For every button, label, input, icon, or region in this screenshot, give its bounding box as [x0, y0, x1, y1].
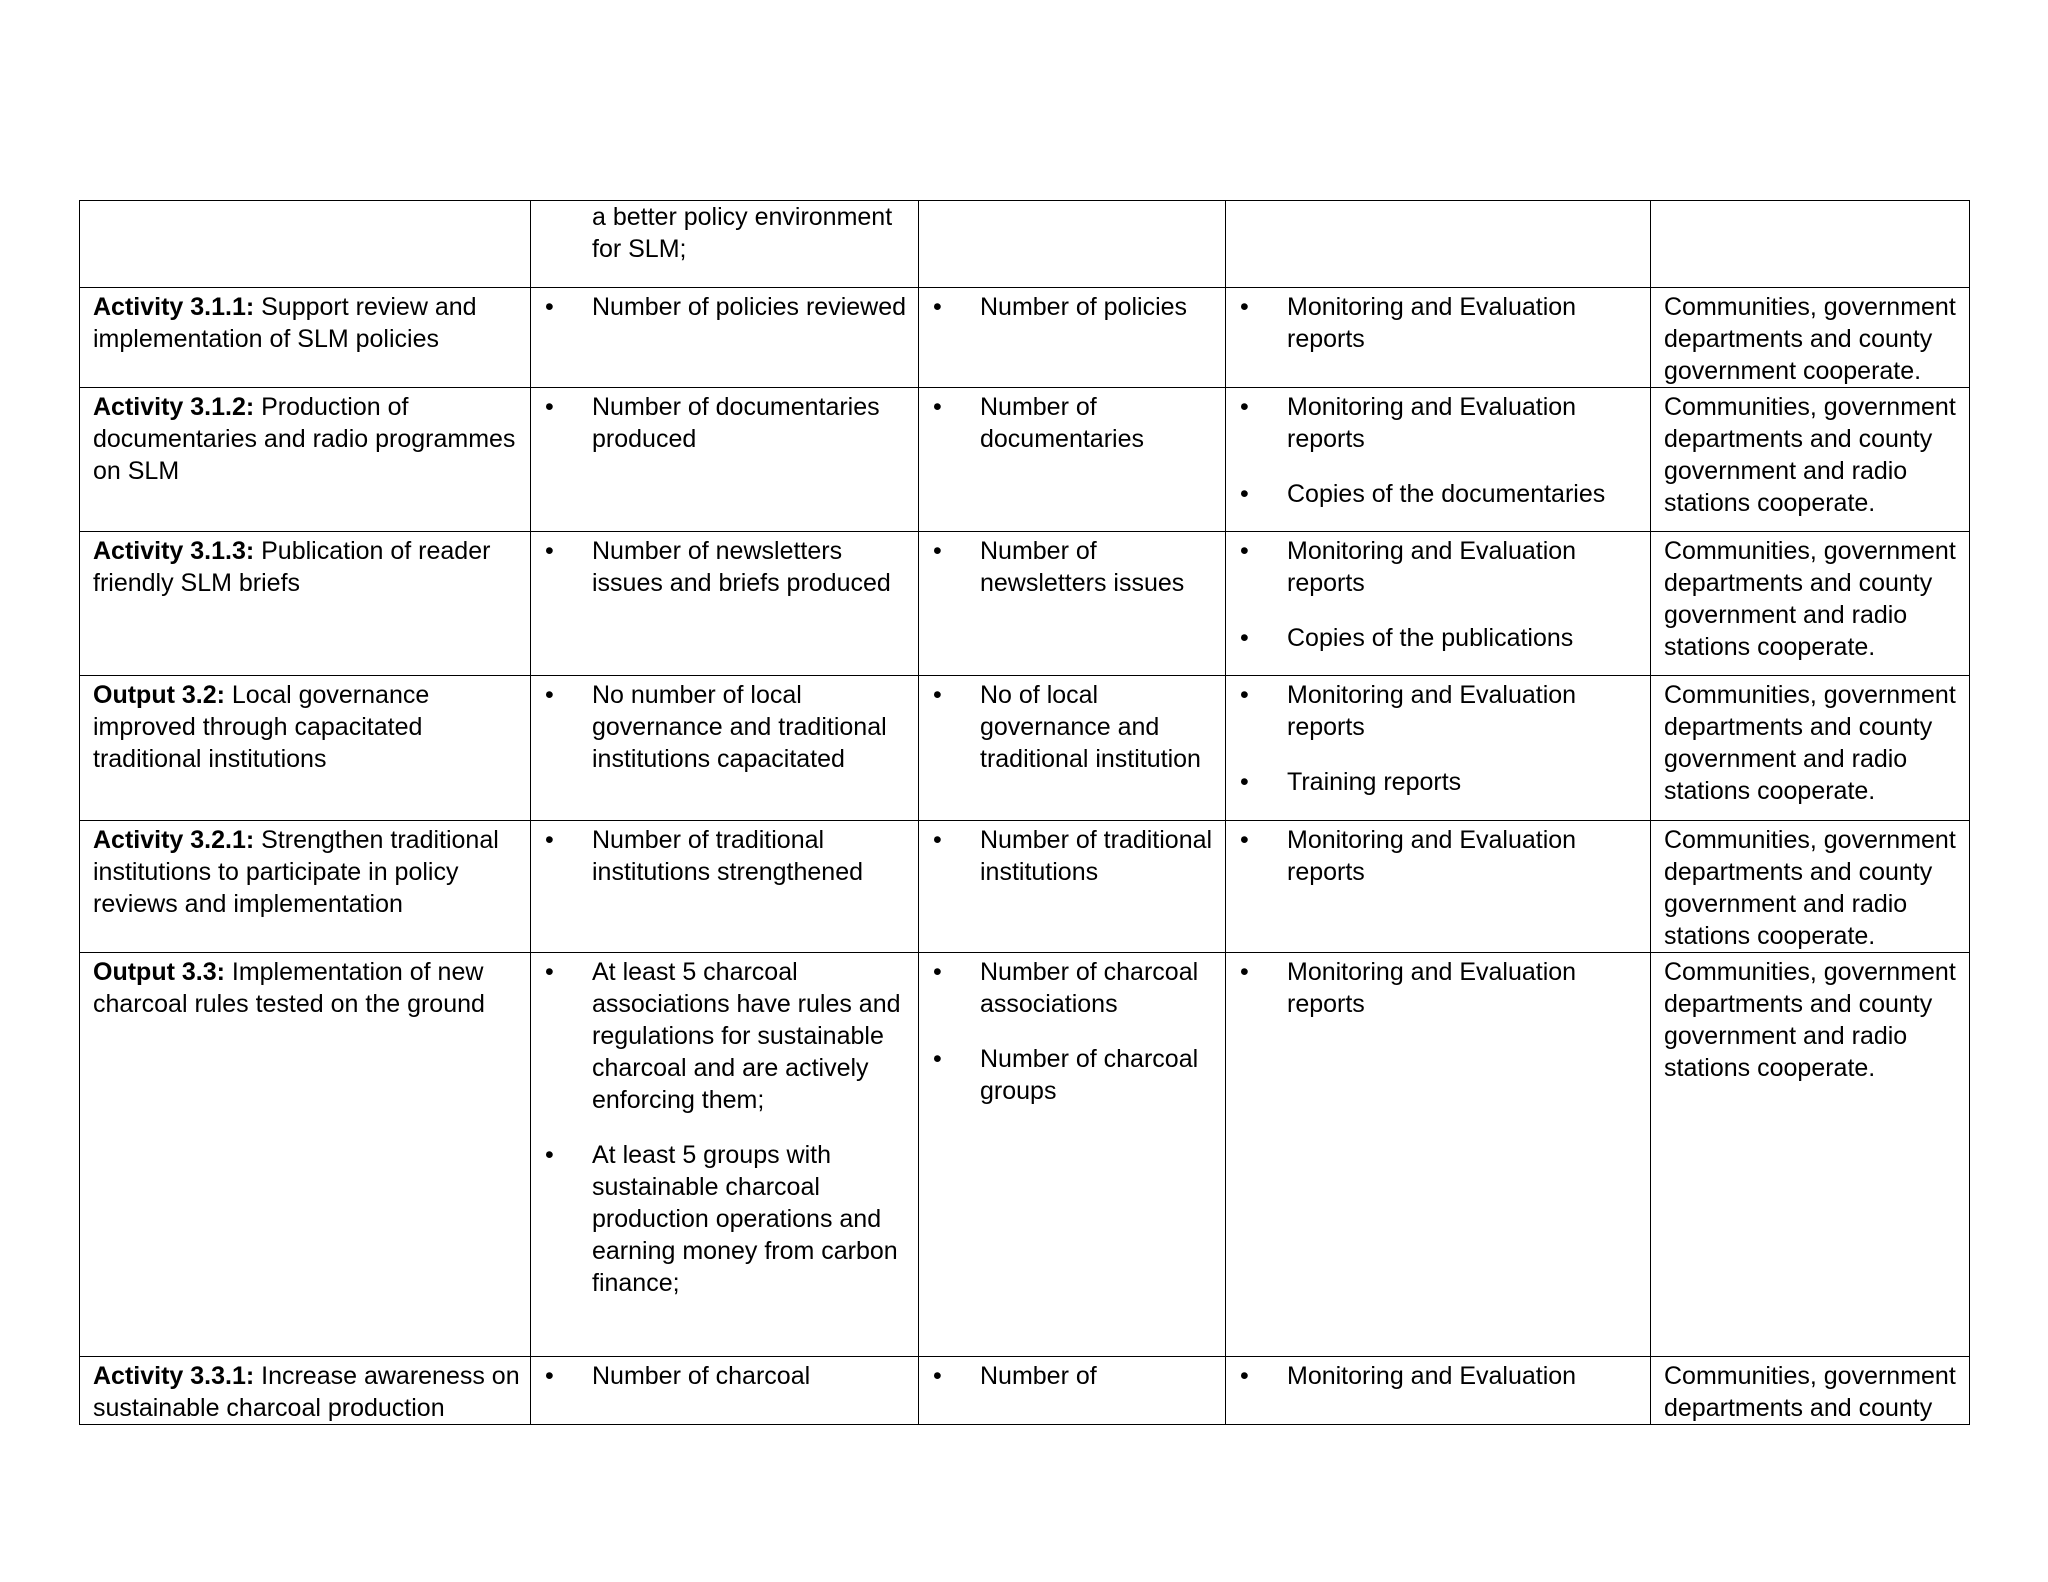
verification-item: • Monitoring and Evaluation reports	[1226, 291, 1640, 355]
verification-cell	[1226, 288, 1651, 388]
table-row	[80, 388, 1970, 532]
verification-item: • Monitoring and Evaluation reports	[1226, 824, 1640, 888]
assumption-line: government and radio	[1664, 601, 1908, 629]
assumption-line: departments and county	[1664, 1394, 1933, 1422]
table-row	[80, 953, 1970, 1357]
assumption-line: government and radio	[1664, 745, 1908, 773]
activity-description: Production of documentaries and radio programmes on SLM	[93, 393, 516, 485]
target-item: • Number of documentaries	[919, 391, 1215, 455]
assumption-line: stations cooperate.	[1664, 922, 1876, 950]
target-cell	[919, 821, 1226, 953]
assumption-line: Communities, government	[1664, 958, 1956, 986]
activity-label: Output 3.2:	[93, 681, 225, 709]
verification-list	[1226, 676, 1650, 798]
verification-list	[1226, 388, 1650, 510]
activity-cell-empty	[80, 201, 531, 288]
verification-cell	[1226, 1357, 1651, 1425]
indicator-list	[531, 1357, 918, 1392]
indicator-cell	[531, 388, 919, 532]
activity-description: Publication of reader friendly SLM briefs	[93, 537, 491, 597]
assumption-line: stations cooperate.	[1664, 633, 1876, 661]
target-item: • No of local governance and traditional institution	[919, 679, 1215, 775]
assumption-line: Communities, government	[1664, 393, 1956, 421]
verification-item: • Monitoring and Evaluation reports	[1226, 391, 1640, 455]
indicator-cell	[531, 532, 919, 676]
verification-cell	[1226, 532, 1651, 676]
indicator-list	[531, 953, 918, 1299]
assumption-line: stations cooperate.	[1664, 777, 1876, 805]
target-item: • Number of traditional institutions	[919, 824, 1215, 888]
indicator-item: • At least 5 groups with sustainable charcoal production operations and earning money from carbon finance;	[531, 1139, 908, 1299]
table-row	[80, 1357, 1970, 1425]
table-row	[80, 821, 1970, 953]
target-item: • Number of newsletters issues	[919, 535, 1215, 599]
activity-description: Strengthen traditional institutions to participate in policy reviews and implementation	[93, 826, 499, 918]
indicator-list	[531, 821, 918, 888]
target-list	[919, 953, 1225, 1107]
indicator-list	[531, 676, 918, 775]
table-row	[80, 532, 1970, 676]
indicator-continuation-text: a better policy environment for SLM;	[592, 203, 893, 263]
target-cell	[919, 388, 1226, 532]
assumption-cell	[1651, 1357, 1970, 1425]
activity-description: Implementation of new charcoal rules tested on the ground	[93, 958, 485, 1018]
indicator-continuation-cell	[531, 201, 919, 288]
activity-label: Activity 3.2.1:	[93, 826, 255, 854]
verification-item: • Monitoring and Evaluation reports	[1226, 535, 1640, 599]
assumption-line: departments and county	[1664, 858, 1933, 886]
target-cell	[919, 288, 1226, 388]
verification-cell	[1226, 821, 1651, 953]
activity-label: Activity 3.3.1:	[93, 1362, 255, 1390]
target-list	[919, 676, 1225, 775]
target-item: • Number of policies	[919, 291, 1215, 323]
target-list	[919, 821, 1225, 888]
assumption-line: departments and county	[1664, 425, 1933, 453]
verification-item: • Copies of the publications	[1226, 622, 1640, 654]
assumption-cell	[1651, 288, 1970, 388]
target-list	[919, 1357, 1225, 1392]
assumption-line: Communities, government	[1664, 1362, 1956, 1390]
assumption-line: Communities, government	[1664, 537, 1956, 565]
assumption-line: government cooperate.	[1664, 357, 1922, 385]
indicator-item: • No number of local governance and traditional institutions capacitated	[531, 679, 908, 775]
activity-label: Activity 3.1.2:	[93, 393, 255, 421]
indicator-cell	[531, 676, 919, 821]
indicator-item: • Number of policies reviewed	[531, 291, 908, 323]
activity-label: Activity 3.1.1:	[93, 293, 255, 321]
activity-description: Increase awareness on sustainable charcoal production	[93, 1362, 520, 1422]
assumption-line: Communities, government	[1664, 293, 1956, 321]
target-list	[919, 532, 1225, 599]
activity-cell	[80, 388, 531, 532]
assumption-line: government and radio	[1664, 457, 1908, 485]
logframe-table	[79, 200, 1970, 1425]
target-cell	[919, 676, 1226, 821]
activity-description: Support review and implementation of SLM policies	[93, 293, 477, 353]
target-item: • Number of charcoal associations	[919, 956, 1215, 1020]
assumption-line: departments and county	[1664, 990, 1933, 1018]
indicator-cell	[531, 953, 919, 1357]
activity-cell	[80, 288, 531, 388]
verification-cell	[1226, 953, 1651, 1357]
assumption-cell-empty	[1651, 201, 1970, 288]
verification-item: • Training reports	[1226, 766, 1640, 798]
target-item: • Number of charcoal groups	[919, 1043, 1215, 1107]
verification-list	[1226, 821, 1650, 888]
indicator-list	[531, 532, 918, 599]
verification-cell-empty	[1226, 201, 1651, 288]
activity-cell	[80, 821, 531, 953]
activity-description: Local governance improved through capacitated traditional institutions	[93, 681, 430, 773]
assumption-line: government and radio	[1664, 890, 1908, 918]
activity-label: Output 3.3:	[93, 958, 225, 986]
target-list	[919, 388, 1225, 455]
assumption-cell	[1651, 821, 1970, 953]
assumption-cell	[1651, 676, 1970, 821]
verification-list	[1226, 288, 1650, 355]
assumption-cell	[1651, 532, 1970, 676]
target-item: • Number of	[919, 1360, 1215, 1392]
target-cell	[919, 532, 1226, 676]
indicator-cell	[531, 1357, 919, 1425]
assumption-line: departments and county	[1664, 569, 1933, 597]
activity-cell	[80, 532, 531, 676]
verification-cell	[1226, 676, 1651, 821]
target-list	[919, 288, 1225, 323]
activity-cell	[80, 953, 531, 1357]
verification-item: • Monitoring and Evaluation	[1226, 1360, 1640, 1392]
target-cell	[919, 1357, 1226, 1425]
assumption-line: stations cooperate.	[1664, 1054, 1876, 1082]
assumption-cell	[1651, 388, 1970, 532]
indicator-cell	[531, 288, 919, 388]
activity-label: Activity 3.1.3:	[93, 537, 255, 565]
indicator-item: • At least 5 charcoal associations have rules and regulations for sustainable charcoal and are actively enforcing them;	[531, 956, 908, 1116]
activity-cell	[80, 676, 531, 821]
verification-list	[1226, 532, 1650, 654]
verification-item: • Monitoring and Evaluation reports	[1226, 956, 1640, 1020]
indicator-item: • Number of newsletters issues and briefs produced	[531, 535, 908, 599]
assumption-cell	[1651, 953, 1970, 1357]
indicator-item: • Number of traditional institutions strengthened	[531, 824, 908, 888]
assumption-line: stations cooperate.	[1664, 489, 1876, 517]
assumption-line: departments and county	[1664, 325, 1933, 353]
assumption-line: Communities, government	[1664, 681, 1956, 709]
verification-item: • Monitoring and Evaluation reports	[1226, 679, 1640, 743]
table-row	[80, 288, 1970, 388]
target-cell-empty	[919, 201, 1226, 288]
assumption-line: government and radio	[1664, 1022, 1908, 1050]
indicator-item: • Number of charcoal	[531, 1360, 908, 1392]
verification-list	[1226, 953, 1650, 1020]
indicator-list	[531, 388, 918, 455]
table-row-continuation	[80, 201, 1970, 288]
indicator-item: • Number of documentaries produced	[531, 391, 908, 455]
verification-list	[1226, 1357, 1650, 1392]
table-body	[80, 201, 1970, 1425]
table-row	[80, 676, 1970, 821]
activity-cell	[80, 1357, 531, 1425]
assumption-line: Communities, government	[1664, 826, 1956, 854]
indicator-cell	[531, 821, 919, 953]
indicator-list	[531, 288, 918, 323]
verification-cell	[1226, 388, 1651, 532]
assumption-line: departments and county	[1664, 713, 1933, 741]
target-cell	[919, 953, 1226, 1357]
verification-item: • Copies of the documentaries	[1226, 478, 1640, 510]
